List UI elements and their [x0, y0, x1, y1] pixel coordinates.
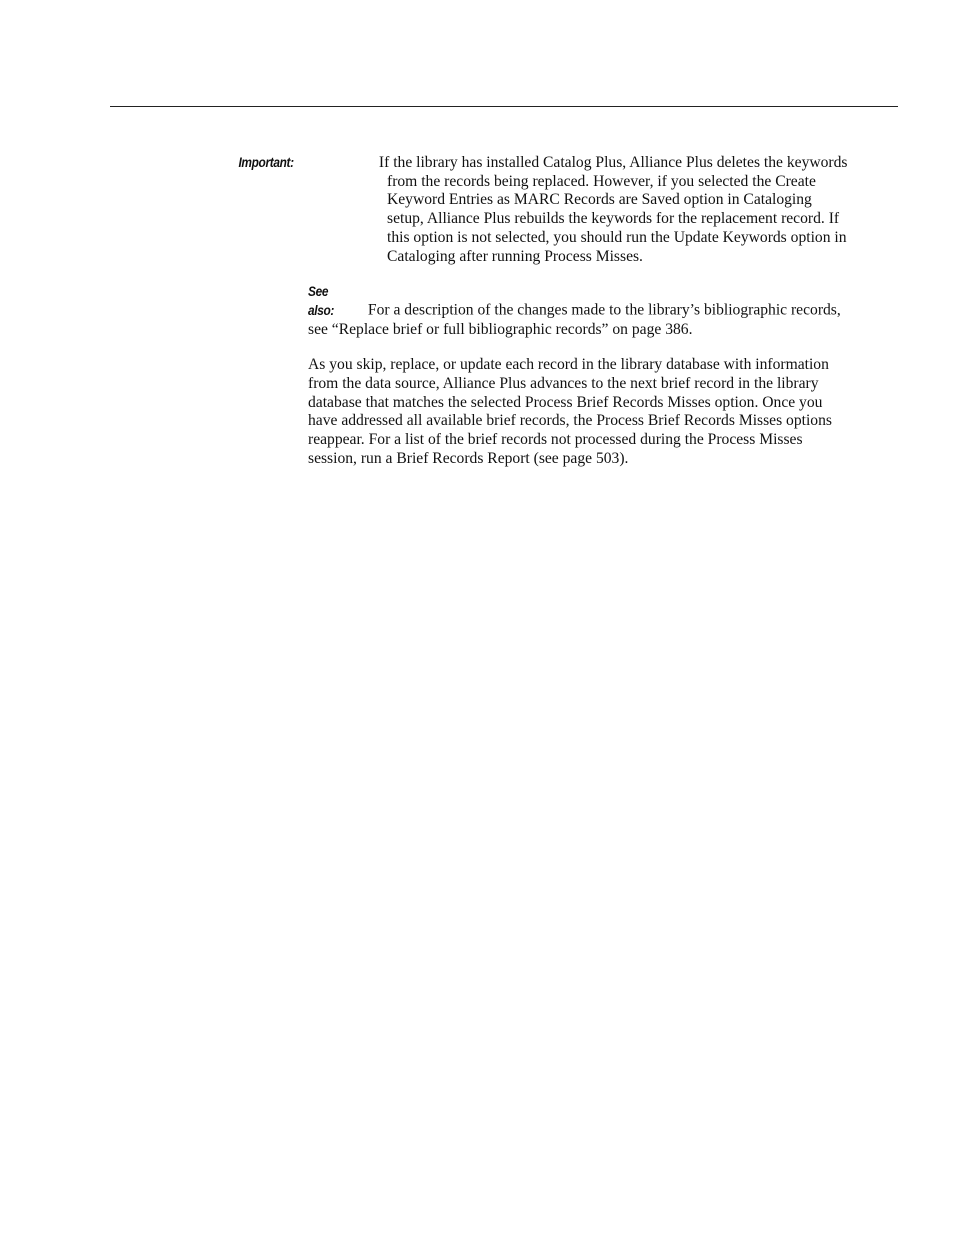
- page-content: [238, 154, 848, 469]
- important-text: If the library has installed Catalog Plus, Alliance Plus deletes the keywords from the records being replaced. However, if you selected the Create Keyword Entries as MARC Records are Saved option in Cataloging setup, Alliance Plus rebuilds the keywords for the replacement record. If this option is not selected, you should run the Update Keywords option in Cataloging after running Process Misses.: [378, 154, 848, 265]
- see-also-note: [308, 283, 848, 339]
- header-rule: [110, 106, 898, 107]
- important-note: [238, 154, 848, 266]
- body-paragraph: As you skip, replace, or update each record in the library database with information from the data source, Alliance Plus advances to the next brief record in the library database that matches the selected Process Brief Records Misses option. Once you have addressed all available brief records, the Process Brief Records Misses options reappear. For a list of the brief records not processed during the Process Misses session, run a Brief Records Report (see page 503).: [308, 356, 832, 467]
- see-also-label: See also:: [308, 284, 334, 318]
- important-label: Important:: [238, 155, 294, 170]
- see-also-text: For a description of the changes made to the library’s bibliographic records, see “Replace brief or full bibliographic records” on page 386.: [308, 301, 841, 338]
